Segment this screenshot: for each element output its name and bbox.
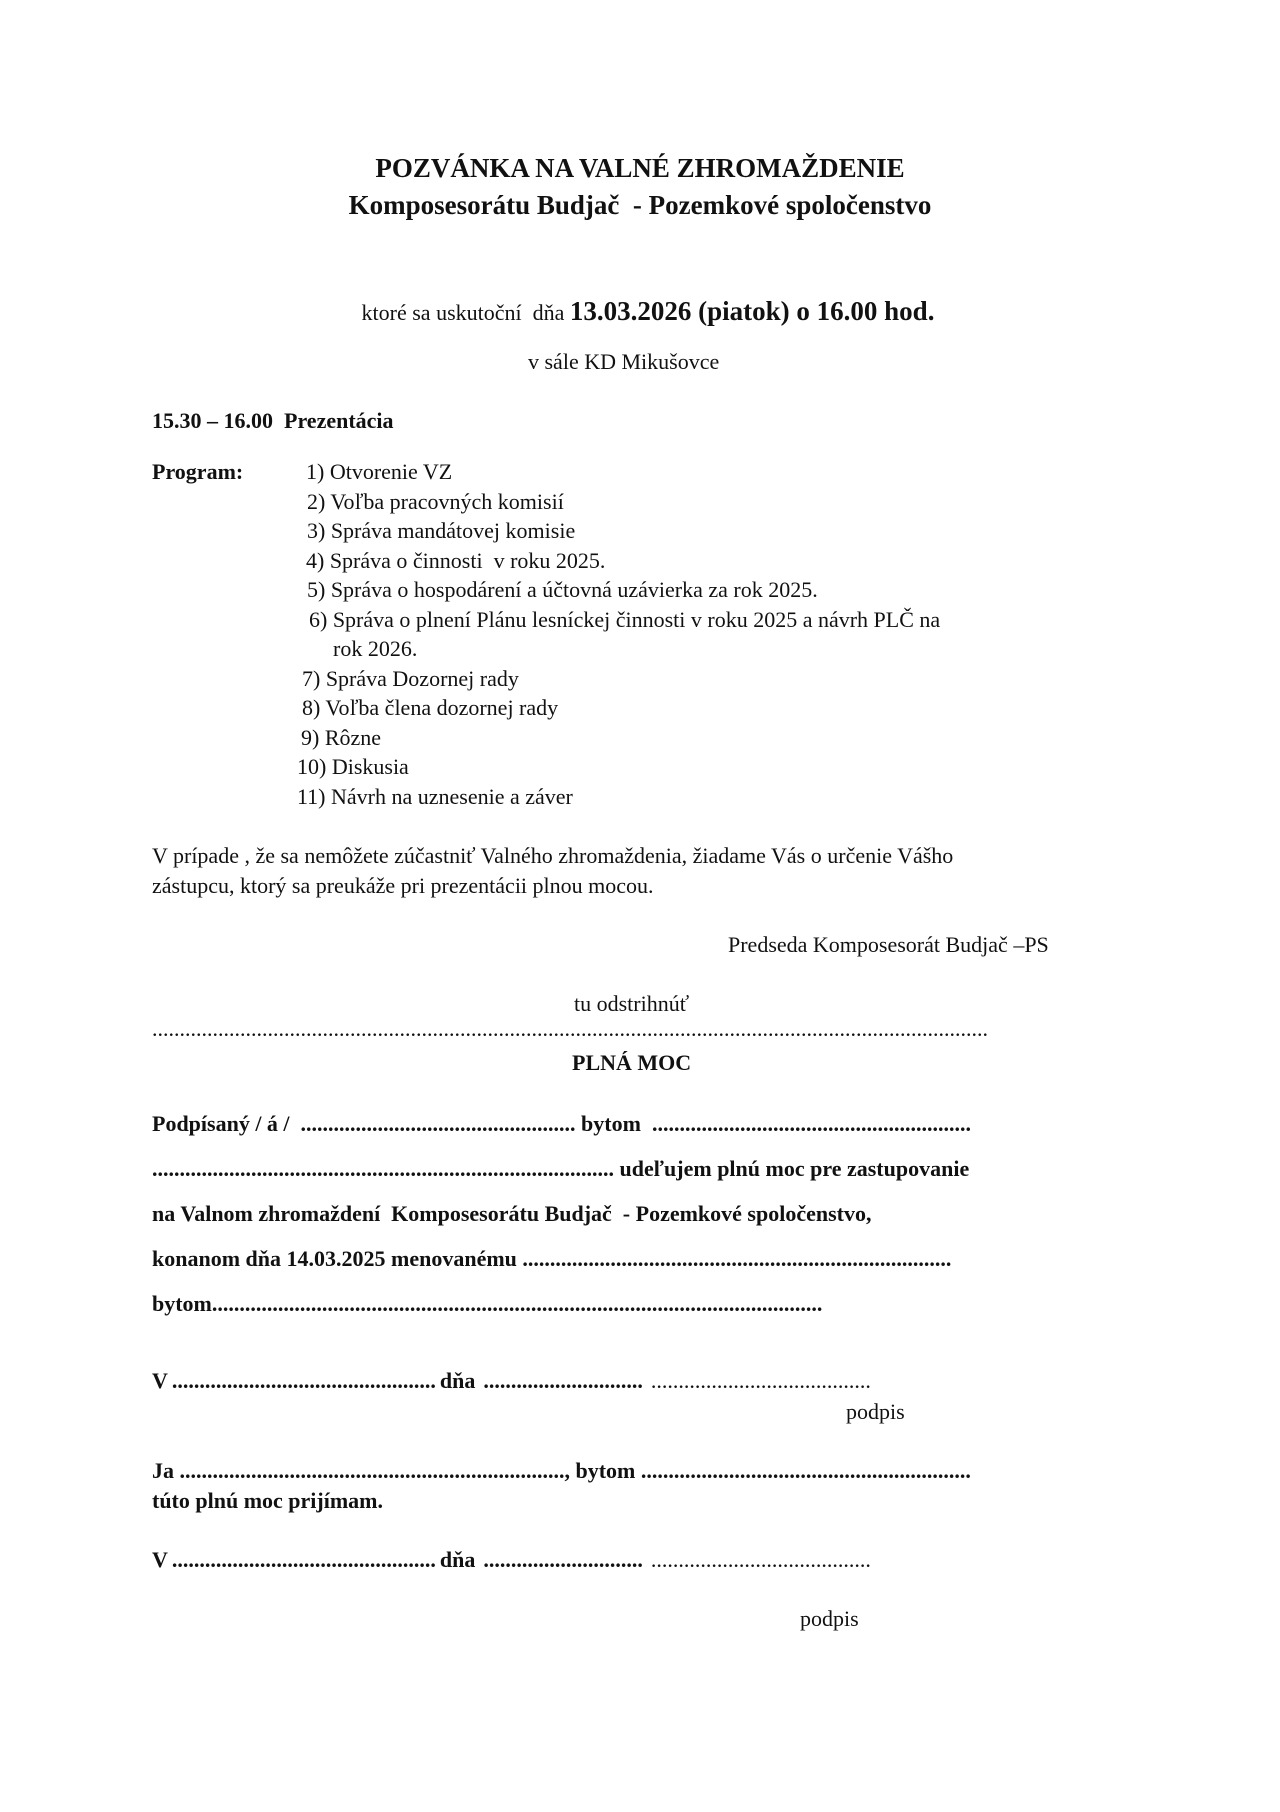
presentation-time: 15.30 – 16.00 <box>152 408 273 433</box>
signature-label: podpis <box>800 1606 859 1631</box>
program-item: 1) Otvorenie VZ <box>306 459 453 484</box>
poa-residence-field[interactable]: .......................................................... <box>651 1111 971 1136</box>
place-field[interactable]: ................................................ <box>171 1547 436 1572</box>
date-label: dňa <box>439 1368 476 1393</box>
notice-line-2: zástupcu, ktorý sa preukáže pri prezentácii plnou mocou. <box>152 873 654 898</box>
acceptance-row <box>152 1460 971 1482</box>
program-item: 8) Voľba člena dozornej rady <box>302 695 559 720</box>
poa-grant-text: udeľujem plnú moc pre zastupovanie <box>619 1156 970 1181</box>
poa-row-grant <box>152 1158 969 1180</box>
program-item: 4) Správa o činnosti v roku 2025. <box>306 548 606 573</box>
program-item-continued: rok 2026. <box>333 636 418 661</box>
cut-line: ........................................................................................................................................................ <box>152 1018 988 1040</box>
date-field[interactable]: ............................. <box>483 1547 643 1572</box>
event-date-line <box>0 282 1280 341</box>
acceptance-text: túto plnú moc prijímam. <box>152 1488 383 1513</box>
poa-held-text: konanom dňa 14.03.2025 menovanému <box>152 1246 517 1271</box>
poa-title: PLNÁ MOC <box>572 1050 692 1075</box>
acceptance-residence-label: , bytom <box>564 1458 636 1483</box>
signature-field[interactable]: ........................................ <box>650 1368 871 1393</box>
poa-assembly-text: na Valnom zhromaždení Komposesorátu Budjač - Pozemkové spoločenstvo, <box>152 1201 872 1226</box>
document-title: POZVÁNKA NA VALNÉ ZHROMAŽDENIE <box>375 153 905 183</box>
poa-representative-field[interactable]: .............................................................................. <box>522 1246 952 1271</box>
poa-row-rep-residence <box>152 1293 822 1315</box>
poa-place-date-row-1 <box>152 1370 871 1392</box>
place-field[interactable]: ................................................ <box>171 1368 436 1393</box>
signer-name: Predseda Komposesorát Budjač –PS <box>728 932 1049 957</box>
program-item: 7) Správa Dozornej rady <box>302 666 519 691</box>
poa-name-field[interactable]: .................................................. <box>300 1111 576 1136</box>
date-field[interactable]: ............................. <box>483 1368 643 1393</box>
cut-here-label: tu odstrihnúť <box>574 991 690 1016</box>
signature-label: podpis <box>846 1399 905 1424</box>
poa-residence-label: bytom <box>581 1111 641 1136</box>
date-label: dňa <box>439 1547 476 1572</box>
poa-signed-label: Podpísaný / á / <box>152 1111 290 1136</box>
poa-row-signed <box>152 1113 971 1135</box>
program-item: 10) Diskusia <box>297 754 409 779</box>
event-location: v sále KD Mikušovce <box>528 349 720 374</box>
program-item: 2) Voľba pracovných komisií <box>307 489 564 514</box>
signature-field[interactable]: ........................................ <box>650 1547 871 1572</box>
place-label: V <box>152 1368 168 1393</box>
event-intro: ktoré sa uskutoční dňa <box>361 300 570 325</box>
poa-rep-residence-label: bytom <box>152 1291 212 1316</box>
poa-row-representative <box>152 1248 951 1270</box>
poa-place-date-row-2 <box>152 1549 871 1571</box>
acceptance-residence-field[interactable]: ............................................................ <box>640 1458 971 1483</box>
program-item: 6) Správa o plnení Plánu lesníckej činnosti v roku 2025 a návrh PLČ na <box>309 607 941 632</box>
presentation-line <box>152 410 394 432</box>
program-item: 9) Rôzne <box>301 725 382 750</box>
acceptance-name-field[interactable]: ...................................................................... <box>179 1458 565 1483</box>
place-label: V <box>152 1547 168 1572</box>
acceptance-ja-label: Ja <box>152 1458 174 1483</box>
program-item: 11) Návrh na uznesenie a záver <box>297 784 573 809</box>
program-label: Program: <box>152 459 244 484</box>
event-datetime: 13.03.2026 (piatok) o 16.00 hod. <box>569 296 935 326</box>
poa-rep-residence-field[interactable]: ............................................................................................................... <box>211 1291 823 1316</box>
program-item: 5) Správa o hospodárení a účtovná uzávierka za rok 2025. <box>307 577 818 602</box>
notice-line-1: V prípade , že sa nemôžete zúčastniť Valného zhromaždenia, žiadame Vás o určenie Vášho <box>152 843 954 868</box>
program-item: 3) Správa mandátovej komisie <box>307 518 576 543</box>
presentation-label: Prezentácia <box>284 408 394 433</box>
poa-residence-field-cont[interactable]: .................................................................................... <box>152 1156 614 1181</box>
document-subtitle: Komposesorátu Budjač - Pozemkové spoločenstvo <box>348 190 932 220</box>
